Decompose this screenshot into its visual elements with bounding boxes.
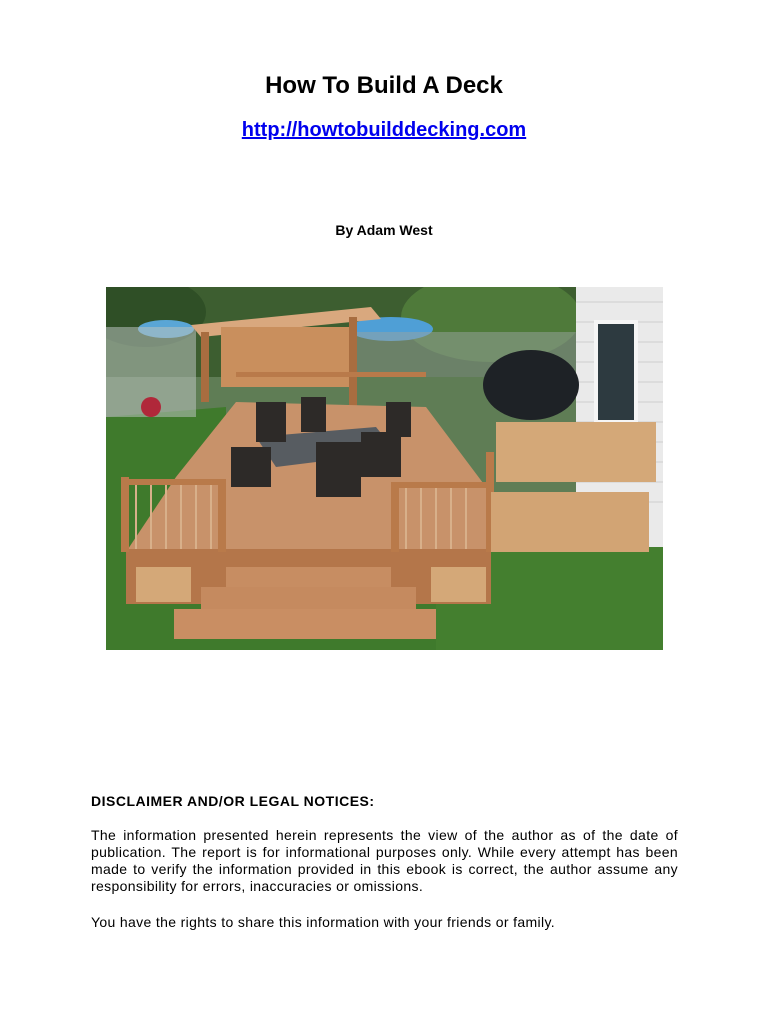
chair-5 xyxy=(301,397,326,432)
rail-left-top xyxy=(121,479,226,485)
chair-3 xyxy=(361,432,401,477)
patio-door xyxy=(596,322,636,422)
step-bottom xyxy=(174,609,436,639)
rail-front-left-post xyxy=(218,479,226,552)
chair-6 xyxy=(386,402,411,437)
lattice-right xyxy=(431,567,486,602)
pergola-post-left xyxy=(201,332,209,402)
lattice-left xyxy=(136,567,191,602)
chair-4 xyxy=(256,402,286,442)
website-link-container xyxy=(0,119,768,142)
step-middle xyxy=(201,587,416,609)
document-title: How To Build A Deck xyxy=(265,72,503,99)
lattice-panel-lower xyxy=(491,492,649,552)
rail-front-right xyxy=(391,482,491,488)
chair-2 xyxy=(316,442,361,497)
chair-1 xyxy=(231,447,271,487)
rail-left-post xyxy=(121,477,129,552)
deck-photo xyxy=(106,287,663,650)
lattice-panel-upper xyxy=(496,422,656,482)
pergola-wall xyxy=(221,327,351,387)
flowers xyxy=(141,397,161,417)
pergola-post-right xyxy=(349,317,357,407)
rail-front-right-post-a xyxy=(391,482,399,552)
website-link[interactable]: http://howtobuilddecking.com xyxy=(241,119,527,141)
author-byline: By Adam West xyxy=(335,222,433,238)
step-top xyxy=(226,567,391,587)
sharing-rights-paragraph: You have the rights to share this information with your friends or family. xyxy=(91,914,556,930)
rail-back xyxy=(236,372,426,377)
bbq-grill xyxy=(483,350,579,420)
disclaimer-paragraph: The information presented herein represents the view of the author as of the date of publication. The report is for informational purposes only. While every attempt has been made to verify the information provided in this ebook is correct, the author assume any responsibility for errors, inaccuracies or omissions. xyxy=(91,827,678,894)
disclaimer-heading: DISCLAIMER AND/OR LEGAL NOTICES: xyxy=(91,793,375,809)
